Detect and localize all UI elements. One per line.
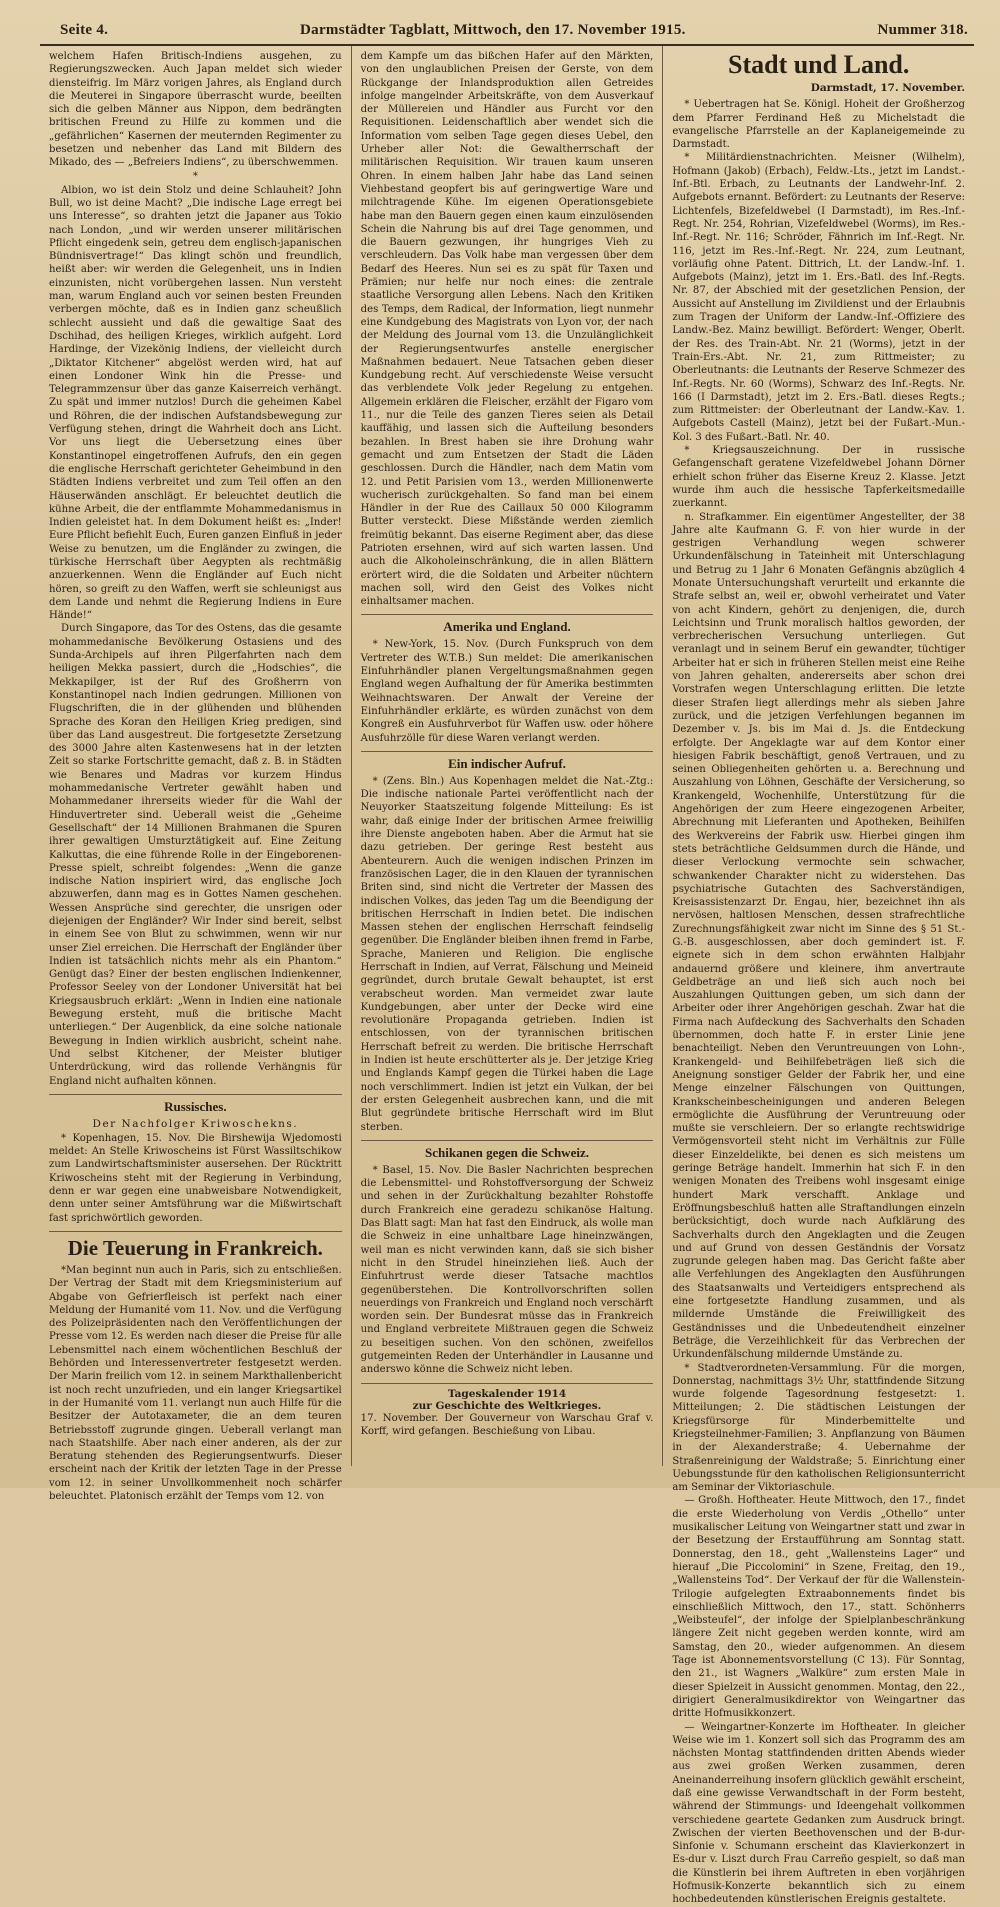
article-paragraph: Durch Singapore, das Tor des Ostens, das die gesamte mohammedanische Bevölkerung Ostasiens und des Sunda-Archipels auf ihren Pilgerfahrten nach dem heiligen Mekka passiert, durch die „Hodschies“, die Mekkapilger, ist der Ruf des Großherrn von Konstantinopel nach Indien gedrungen. Millionen von Flugschriften, die in der glühenden und blühenden Sprache des Koran den Heiligen Krieg predigen, sind über das Land ausgestreut. Die fortgesetzte Zersetzung des 3000 Jahre alten Kastenwesens hat in der letzten Zeit so starke Fortschritte gemacht, daß z. B. in Städten wie Benares und Madras vor kurzem Hindus mohammedanische Vertreter gewählt haben und Mohammedaner ihrerseits wieder für die Wahl der Hinduvertreter sind. Ueberall weist die „Geheime Gesellschaft“ der 14 Millionen Brahmanen die Spuren ihrer gewaltigen Umsturztätigkeit auf. Eine Zeitung Kalkuttas, die eine führende Rolle in der Eingeborenen-Presse spielt, schreibt folgendes: „Wenn die ganze indische Nation inspiriert wird, das englische Joch abzuwerfen, dann mag es in Gottes Namen geschehen. Wessen Ansprüche sind gerechter, die unsrigen oder diejenigen der Engländer? Wir Inder sind bereit, selbst in einem See von Blut zu schwimmen, wenn wir nur unser Ziel erreichen. Die Herrschaft der Engländer über Indien ist tatsächlich nichts mehr als ein Phantom.“ Genügt das? Einer der besten englischen Indienkenner, Professor Seeley von der Londoner Universität hat bei Kriegsausbruch erklärt: „Wenn in Indien eine nationale Bewegung ersteht, muß die britische Macht unterliegen.“ Der Augenblick, da eine solche nationale Bewegung in Indien wirklich ausbricht, scheint nahe. Und selbst Kitchener, der Meister blutiger Unterdrückung, wird das rollende Verhängnis für England nicht aufhalten können. <box>49 623 342 1087</box>
article-paragraph: *Man beginnt nun auch in Paris, sich zu entschließen. Der Vertrag der Stadt mit dem Kriegsministerium auf Abgabe von Gefrierfleisch ist perfekt nach einer Meldung der Humanité vom 11. Nov. und die Verfügung des Polizeipräsidenten nach den Veröffentlichungen der Presse vom 12. Es werden nach dieser die Preise für alle Lebensmittel nach einem wöchentlichen Beschluß der Behörden und Interessenvertreter festgesetzt werden. Der Marin freilich vom 12. in seinem Markthallenbericht ist noch recht unzufrieden, und ein langer Kriegsartikel in der Humanité vom 11. verlangt nun auch Hilfe für die Besitzer der Autotaxameter, die an dem teuren Betriebsstoff zugrunde gingen. Ueberall verlangt man nach Staatshilfe. Aber nach einer anderen, als der zur Beratung stehenden des Regierungsentwurfs. Dieser erscheint nach der Kritik der letzten Tage in der Presse vom 12. in seiner Unvollkommenheit noch schärfer beleuchtet. Platonisch erzählt der Temps vom 12. von <box>49 1264 342 1502</box>
page-number: Seite 4. <box>60 22 109 38</box>
headline-teuerung: Die Teuerung in Frankreich. <box>49 1231 342 1261</box>
article-paragraph: n. Strafkammer. Ein eigentümer Angestellter, der 38 Jahre alte Kaufmann G. F. von hier wurde in der gestrigen Verhandlung wegen schwerer Urkundenfälschung in Tateinheit mit Unterschlagung und Betrug zu 1 Jahr 6 Monaten Gefängnis abzüglich 4 Monate Untersuchungshaft verurteilt und erkannte die Strafe selbst an, weil er, obwohl verheiratet und Vater von acht Kindern, gehört zu denjenigen, die, durch Leichtsinn und Trunk moralisch haltlos geworden, der verbrecherischen Versuchung unterliegen. Gut veranlagt und in seinem Beruf ein gewandter, tüchtiger Arbeiter hat er sich in früheren Stellen meist eine Reihe von Jahren gehalten, andererseits aber schon drei Vorstrafen wegen Unterschlagung erlitten. Die letzte dieser Strafen liegt allerdings mehr als sieben Jahre zurück, und die jetzigen Verfehlungen begannen im Dezember v. Js. bis im Mai d. Js. die Entdeckung erfolgte. Der Angeklagte war auf dem Kontor einer hiesigen Fabrik beschäftigt, genoß Vertrauen, und zu seinen Obliegenheiten gehörten u. a. Berechnung und Auszahlung von Löhnen, Geschäfte der Versicherung, so Krankengeld, Wochenhilfe, Unterstützung für die Angehörigen der zum Heere eingezogenen Arbeiter, Abrechnung mit Lieferanten und Apotheken, Beihilfen des Werkvereins der Fabrik usw. Hierbei gingen ihm stets beträchtliche Geldsummen durch die Hände, und dieser Verlockung vermochte sein schwacher, schwankender Charakter nicht zu widerstehen. Das psychiatrische Gutachten des Sachverständigen, Kreisassistenzarzt Dr. Engau, hier, bezeichnet ihn als nervösen, haltlosen Menschen, dessen strafrechtliche Zurechnungsfähigkeit zwar nicht im Sinne des § 51 St.-G.-B. ausgeschlossen, aber doch gemindert ist. F. eignete sich in dem schon erwähnten Halbjahr andauernd größere und kleinere, ihm anvertraute Geldbeträge an und ließ sich auch noch bei Auszahlungen Quittungen geben, um sich dann der Arbeiter oder ihrer Angehörigen geschah. Zwar hat die Firma nach Aufdeckung des Sachverhalts den Schaden übernommen, doch hatte F. in erster Linie jene benachteiligt. Neben den Veruntreuungen von Lohn-, Krankengeld- und Beihilfebeträgen ließ sich die Aneignung sonstiger Gelder der Fabrik her, und eine Menge einzelner Fälschungen von Quittungen, Krankscheinbescheinigungen und anderen Belegen ermöglichte die Ausführung der Veruntreuung oder mußte sie verschleiern. Der so erlangte rechtswidrige Vermögensvorteil steht nicht im Verhältnis zur Fülle dieser Einzeldelikte, bei denen es sich meistens um geringe Beträge handelt. Immerhin hat sich F. in den wenigen Monaten des Treibens wohl insgesamt einige hundert Mark verschafft. Anklage und Eröffnungsbeschluß hatten alle Straftandlungen einzeln berücksichtigt, doch wurde nach Aufklärung des Sachverhalts durch den Angeklagten und die Zeugen und auf Grund von dessen Geständnis der Vorsatz zugrunde gelegen haben mag. Das Gericht faßte aber alle Verfehlungen des Angeklagten den Ausführungen des Staatsanwalts und Verteidigers entsprechend als eine fortgesetzte Handlung zusammen, und als mildernde Umstände die Freiwilligkeit des Geständnisses und die Unbedeutendheit einzelner Beträge, die Verzeihlichkeit für das Verbrechen der Urkundenfälschung mildernde Umstände zu. <box>672 511 966 1361</box>
section-separator: * <box>192 170 198 182</box>
headline-russisches: Russisches. <box>49 1094 342 1115</box>
issue-number: Nummer 318. <box>877 22 968 38</box>
article-paragraph: * Kopenhagen, 15. Nov. Die Birshewija Wjedomosti meldet: An Stelle Kriwoscheins ist Fürst Wassiltschikow zum Landwirtschaftsminister ausersehen. Der Rücktritt Kriwoscheins steht mit der Regierung in Verbindung, denn er war gegen eine unabweisbare Notwendigkeit, denn unter seiner Amtsführung war die Mißwirtschaft fast sprichwörtlich geworden. <box>49 1132 342 1224</box>
article-paragraph: * Uebertragen hat Se. Königl. Hoheit der Großherzog dem Pfarrer Ferdinand Heß zu Michelstadt die evangelische Pfarrstelle an der Kaplaneigemeinde zu Darmstadt. <box>672 99 966 151</box>
calendar-subtitle: zur Geschichte des Weltkrieges. <box>412 1399 602 1412</box>
calendar-title: Tageskalender 1914 <box>447 1387 567 1400</box>
headline-indischer-aufruf: Ein indischer Aufruf. <box>361 751 654 772</box>
column-2 <box>352 46 664 1466</box>
subheadline-nachfolger: Der Nachfolger Kriwoschekns. <box>92 1117 299 1130</box>
article-paragraph: dem Kampfe um das bißchen Hafer auf den Märkten, von den unglaublichen Preisen der Gerste, von dem Rückgange der Inlandsproduktion allen Getreides infolge mangelnder Arbeitskräfte, von dem Ausverkauf der Müllereien und Händler aus Furcht vor den Requisitionen. Leidenschaftlich aber wendet sich die Information vom selben Tage gegen dieses Uebel, den Urheber aller Not: die Gewaltherrschaft der militärischen Requisition. Wir trauen kaum unseren Ohren. In einem halben Jahr habe das Land seinen Viehbestand geopfert bis auf geringwertige Ware und milchtragende Kühe. Im eigenen Operationsgebiete habe man den Bauern gegen einen kaum einzulösenden Schein die Nahrung bis auf drei Tage genommen, und die Bauern gezwungen, ihr hungriges Vieh zu verschleudern. Das Volk habe man vergessen über dem Bedarf des Heeres. Nun sei es zu spät für Taxen und Prämien; nur helfe nur noch eines: die zentrale staatliche Versorgung allen Lebens. Nach den Kritiken des Temps, dem Radical, der Information, liegt nunmehr eine Kundgebung des Magistrats von Lyon vor, der nach der Meldung des Journal vom 13. die Unzulänglichkeit der Regierungsentwurfes anstelle energischer Maßnahmen bedauert. Neue Tatsachen geben dieser Kundgebung recht. Auf verschiedenste Weise versucht das verblendete Volk jeder Regelung zu entgehen. Allgemein erklären die Fleischer, erzählt der Figaro vom 11., nur die Teile des ganzen Tieres seien als Detail kauffähig, und lassen sich die Aufteilung besonders bezahlen. In Brest haben sie ihre Drohung wahr gemacht und zum Entsetzen der Stadt die Läden geschlossen. Durch die Händler, nach dem Matin vom 12. und Petit Parisien vom 13., werden Millionenwerte wucherisch zurückgehalten. So fand man bei einem Händler in der Rue des Caillaux 50 000 Kilogramm Butter versteckt. Diese Mißstände werden ziemlich freimütig bekannt. Das eiserne Regiment aber, das diese Patrioten ersehnen, wird auf sich warten lassen. Und auch die Alkoholeinschränkung, die in allen Blättern erörtert wird, die die Soldaten und Arbeiter nüchtern machen soll, wird den Geist des Volkes nicht einhaltsamer machen. <box>360 51 654 608</box>
article-paragraph: — Großh. Hoftheater. Heute Mittwoch, den 17., findet die erste Wiederholung von Verdis „Othello“ unter musikalischer Leitung von Weingartner statt und zwar in der Besetzung der Erstaufführung am Sonntag statt. Donnerstag, den 18., geht „Wallensteins Lager“ und hierauf „Die Piccolomini“ in Szene, Freitag, den 19., „Wallensteins Tod“. Der Verkauf der für die Wallenstein-Trilogie aufgelegten Extraabonnements findet bis einschließlich Mittwoch, den 17., statt. Schönherrs „Weibsteufel“, der infolge der Spielplanbeschränkung längere Zeit nicht gegeben werden konnte, wird am Samstag, den 20., wieder aufgenommen. An diesem Tage ist Abonnementsvorstellung (C 13). Für Sonntag, den 21., ist Wagners „Walküre“ zum ersten Male in dieser Spielzeit in Aussicht genommen. Montag, den 22., dirigiert Generalmusikdirektor von Weingartner das dritte Hofmusikkonzert. <box>672 1495 966 1720</box>
article-paragraph: * Basel, 15. Nov. Die Basler Nachrichten besprechen die Lebensmittel- und Rohstoffversorgung der Schweiz und sehen in der Zurückhaltung bezahlter Rohstoffe durch Frankreich eine geradezu schikanöse Haltung. Das Blatt sagt: Man hat fast den Eindruck, als wolle man die Schweiz in eine unhaltbare Lage hineinzwängen, weil man es nicht verwinden kann, daß sie sich bisher nicht in den Strudel hineinziehen ließ. Auch der Einfuhrtrust werde dieser Tatsache machtlos gegenüberstehen. Die Kontrollvorschriften sollen neuerdings von Frankreich und England noch verschärft worden sein. Der Bundesrat müsse das in Frankreich und England verbreitete Mißtrauen gegen die Schweiz zu beseitigen suchen. Von den schönen, zweifellos gutgemeinten Reden der Unterhändler in Lausanne und anderswo könne die Schweiz nicht leben. <box>360 1164 654 1376</box>
calendar-box <box>361 1383 654 1412</box>
article-paragraph: Albion, wo ist dein Stolz und deine Schlauheit? John Bull, wo ist deine Macht? „Die indische Lage erregt bei uns Interesse“, so drahten jetzt die Japaner aus Tokio nach London, „und wir werden unserer militärischen Pflicht eingedenk sein, getreu dem englisch-japanischen Bündnisvertrage!“ Das klingt schön und freundlich, heißt aber: wir werden die Gelegenheit, uns in Indien einzunisten, nicht vorübergehen lassen. Nun versteht man, warum England auch vor seinen besten Freunden verbergen möchte, daß es in Indien ganz scheußlich schlecht aussieht und daß die gewaltige Saat des Dschihad, des heiligen Krieges, wirklich aufgeht. Lord Hardinge, der Vizekönig Indiens, der vielleicht durch „Diktator Kitchener“ abgelöst werden wird, hat auf einen Londoner Wink hin die Presse- und Telegrammzensur über das ganze Kaiserreich verhängt. Zu spät und immer nutzlos! Durch die geheimen Kabel und Röhren, die der indischen Aufstandsbewegung zur Verfügung stehen, dringt die Wahrheit doch ans Licht. Vor uns liegt die Uebersetzung eines über Konstantinopel eingetroffenen Aufrufs, den ein gegen die englische Herrschaft gerichteter Geheimbund in den Städten Indiens verbreitet und zum Teil offen an den Häuserwänden anschlägt. Er beleuchtet deutlich die kühne Arbeit, die der entflammte Mohammedanismus in Indien geleistet hat. In dem Dokument heißt es: „Inder! Eure Pflicht befiehlt Euch, Euren ganzen Einfluß in jeder Weise zu benutzen, um die Engländer zu zwingen, die türkische Herrschaft über Aegypten als rechtmäßig anzuerkennen. Wenn die Engländer auf Euch nicht hören, so greift zu den Waffen, werft sie schleunigst aus dem Lande und nehmt die Regierung Indiens in Eure Hände!“ <box>49 184 342 622</box>
column-3 <box>663 46 974 1906</box>
masthead <box>40 22 974 46</box>
article-paragraph: welchem Hafen Britisch-Indiens ausgehen, zu Regierungszwecken. Auch Japan meldet sich wieder diensteifrig. Im März vorigen Jahres, als England durch die Meuterei in Singapore überrascht wurde, beeilten sich die gelben Männer aus Nippon, dem bedrängten britischen Freund zu Hilfe zu kommen und die „gefährlichen“ Kasernen der meuternden Regimenter zu besetzen und nebenher das Land mit Bildern des Mikado, des — „Befreiers Indiens“, zu überschwemmen. <box>49 51 342 169</box>
article-paragraph: — Weingartner-Konzerte im Hoftheater. In gleicher Weise wie im 1. Konzert soll sich das Programm des am nächsten Montag stattfindenden dritten Abends wieder aus zwei großen Werken zusammen, deren Aneinanderreihung insofern glücklich gewählt erscheint, daß eine gewisse Verwandtschaft in der Form besteht, während der Stimmungs- und Ideengehalt vollkommen verschiedene geartete Gedanken zum Ausdruck bringt. Zwischen der vierten Beethovenschen und der B-dur-Sinfonie v. Schumann erscheint das Klavierkonzert in Es-dur v. Liszt durch Frau Carreño gespielt, so daß man die Künstlerin bei ihrem Auftreten in eben vorjährigen Hofmusik-Konzerte bekanntlich sich zu einem hochbedeutenden künstlerischen Ereignis gestaltete. <box>672 1721 966 1906</box>
headline-schikanen-schweiz: Schikanen gegen die Schweiz. <box>361 1140 654 1161</box>
section-title-stadt-und-land: Stadt und Land. <box>727 50 910 79</box>
dateline: Darmstadt, 17. November. <box>810 82 966 94</box>
headline-amerika-england: Amerika und England. <box>361 614 654 635</box>
columns <box>40 46 974 1906</box>
article-paragraph: * Kriegsauszeichnung. Der in russische Gefangenschaft geratene Vizefeldwebel Johann Dörner erhielt schon früher das Eiserne Kreuz 2. Klasse. Jetzt wurde ihm auch die hessische Tapferkeitsmedaille zuerkannt. <box>672 445 966 510</box>
article-paragraph: * Stadtverordneten-Versammlung. Für die morgen, Donnerstag, nachmittags 3½ Uhr, stattfindende Sitzung wurde folgende Tagesordnung festgesetzt: 1. Mitteilungen; 2. Die städtischen Leistungen der Kriegsfürsorge für Minderbemittelte und Kriegsteilnehmer-Familien; 3. Anpflanzung von Bäumen in der Alexanderstraße; 4. Uebernahme der Straßenreinigung der Waldstraße; 5. Einrichtung einer Uebungsstunde für den katholischen Religionsunterricht am Seminar der Viktoriaschule. <box>672 1362 966 1494</box>
column-1 <box>40 46 352 1502</box>
newspaper-title: Darmstädter Tagblatt, Mittwoch, den 17. November 1915. <box>300 22 686 38</box>
calendar-entry: 17. November. Der Gouverneur von Warschau Graf v. Korff, wird gefangen. Beschießung von Libau. <box>360 1412 654 1437</box>
article-paragraph: * New-York, 15. Nov. (Durch Funkspruch von dem Vertreter des W.T.B.) Sun meldet: Die amerikanischen Einfuhrhändler planen Vergeltungsmaßnahmen gegen England wegen Aufhaltung der für Amerika bestimmten Weihnachtswaren. Der Anwalt der Vereine der Einfuhrhändler erklärte, es würden zunächst von dem Kongreß ein Ausfuhrverbot für Waffen usw. oder höhere Ausfuhrzölle für diese Waren verlangt werden. <box>360 639 654 744</box>
article-paragraph: * (Zens. Bln.) Aus Kopenhagen meldet die Nat.-Ztg.: Die indische nationale Partei veröffentlicht nach der Neuyorker Staatszeitung folgende Mitteilung: Es ist wahr, daß einige Inder der britischen Armee freiwillig ihre Dienste angeboten haben. Aber die Armut hat sie dazu getrieben. Der geringe Rest besteht aus Abenteurern. Auch die wenigen indischen Prinzen im französischen Lager, die in den Klauen der tyrannischen Briten sind, sind nicht die Vertreter der Massen des indischen Volkes, das jeden Tag um die Beendigung der britischen Herrschaft in Indien betet. Die indischen Massen stehen der englischen Herrschaft feindselig gegenüber. Die Engländer bleiben ihnen fremd in Farbe, Sprache, Manieren und Religion. Die englische Herrschaft in Indien, auf Verrat, Fälschung und Meineid gegründet, durch brutale Gewalt behauptet, ist erst verabscheut worden. Man vermeidet zwar laute Kundgebungen, aber unter der Decke wird eine revolutionäre Propaganda getrieben. Indien ist entschlossen, von der tyrannischen britischen Herrschaft befreit zu werden. Die britische Herrschaft in Indien ist heute erschütterter als je. Der jetzige Krieg und Englands Kampf gegen die Türkei haben die Lage noch verschlimmert. Indien ist jetzt ein Vulkan, der bei der ersten Gelegenheit ausbrechen kann, und die mit Blut gegründete britische Herrschaft wird im Blut sterben. <box>360 775 654 1133</box>
article-paragraph: * Militärdienstnachrichten. Meisner (Wilhelm), Hofmann (Jakob) (Erbach), Feldw.-Lts., jetzt im Landst.-Inf.-Btl. Erbach, zu Leutnants der Landwehr-Inf. 2. Aufgebots ernannt. Befördert: zu Leutnants der Reserve: Lichtenfels, Bizefeldwebel (I Darmstadt), im Res.-Inf.-Regt. Nr. 254, Rohrian, Vizefeldwebel (Worms), im Res.-Inf.-Regt. Nr. 116; Schröder, Fähnrich im Inf.-Regt. Nr. 116, jetzt im Res.-Inf.-Regt. Nr. 224, zum Leutnant, vorläufig ohne Patent. Dittrich, Lt. der Landw.-Inf. 1. Aufgebots (Mainz), jetzt im 1. Ers.-Batl. des Inf.-Regts. Nr. 87, der Abschied mit der gesetzlichen Pension, der Aussicht auf Anstellung im Zivildienst und der Erlaubnis zum Tragen der Uniform der Landw.-Inf.-Offiziere des Landw.-Bez. Mainz bewilligt. Befördert: Wenger, Oberlt. der Res. des Train-Abt. Nr. 21 (Worms), jetzt in der Train-Ers.-Abt. Nr. 21, zum Rittmeister; zu Oberleutnants: die Leutnants der Reserve Schmezer des Inf.-Regts. Nr. 60 (Worms), Schwarz des Inf.-Regts. Nr. 166 (I Darmstadt), jetzt im 2. Ers.-Batl. dieses Regts.; zum Rittmeister: der Oberleutnant der Landw.-Kav. 1. Aufgebots Castell (Mainz), jetzt bei der Fußart.-Mun.-Kol. 3 des Fußart.-Batl. Nr. 40. <box>672 152 966 443</box>
